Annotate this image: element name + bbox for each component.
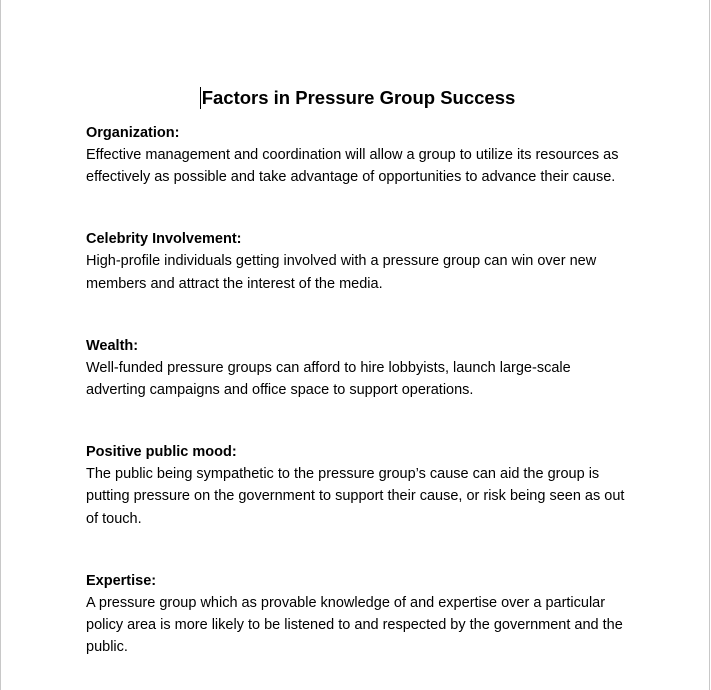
document-title: Factors in Pressure Group Success [201, 87, 516, 108]
title-paragraph[interactable] [86, 86, 631, 110]
section-body: Well-funded pressure groups can afford to hire lobbyists, launch large-scale adverting campaigns and office space to support operations. [86, 359, 571, 399]
section-body: A pressure group which as provable knowledge of and expertise over a particular policy area is more likely to be listened to and respected by the government and the public. [86, 594, 623, 656]
section-expertise [86, 570, 631, 659]
page-edge-right [709, 0, 710, 690]
document-page[interactable] [86, 86, 631, 690]
section-heading: Wealth: [86, 337, 139, 354]
section-heading: Positive public mood: [86, 444, 237, 461]
page-edge-left [0, 0, 1, 690]
section-body: Effective management and coordination will allow a group to utilize its resources as effectively as possible and take advantage of opportunities to advance their cause. [86, 147, 619, 186]
section-body: High-profile individuals getting involved with a pressure group can win over new members and attract the interest of the media. [86, 253, 597, 292]
text-cursor [200, 87, 201, 109]
section-celebrity-involvement [86, 228, 631, 294]
section-positive-public-mood [86, 441, 631, 530]
section-organization [86, 122, 631, 188]
section-body: The public being sympathetic to the pressure group’s cause can aid the group is putting pressure on the government to support their cause, or risk being seen as out of touch. [86, 466, 625, 527]
section-wealth [86, 335, 631, 401]
section-heading: Celebrity Involvement: [86, 231, 242, 248]
section-heading: Organization: [86, 125, 180, 141]
section-heading: Expertise: [86, 572, 157, 589]
